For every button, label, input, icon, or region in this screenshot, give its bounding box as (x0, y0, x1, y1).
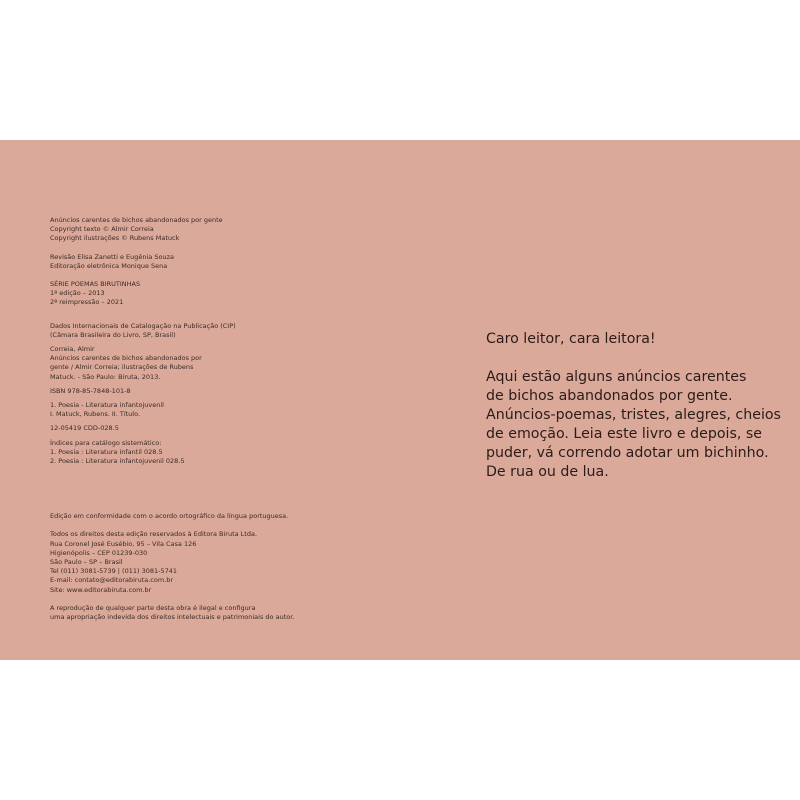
index-line: 1. Poesia : Literatura infantil 028.5 (50, 447, 163, 456)
cip-entry-line: Anúncios carentes de bichos abandonados por (50, 354, 202, 363)
copyright-illustrations-line: Copyright ilustrações © Rubens Matuck (50, 234, 180, 243)
reprint-line: 2ª reimpressão – 2021 (50, 298, 124, 307)
letter-line: de bichos abandonados por gente. (486, 388, 733, 404)
publisher-line: Higienópolis – CEP 01239-030 (50, 548, 148, 557)
book-title-line: Anúncios carentes de bichos abandonados por gente (50, 216, 223, 224)
edition-line: 1ª edição – 2013 (50, 289, 105, 298)
cip-header-line: Dados Internacionais de Catalogação na Publicação (CIP) (50, 321, 236, 330)
letter-line: de emoção. Leia este livro e depois, se (486, 426, 762, 442)
publisher-line: E-mail: contato@editorabiruta.com.br (50, 576, 174, 585)
series-name: SÉRIE POEMAS BIRUTINHAS (50, 280, 141, 289)
letter-line: De rua ou de lua. (486, 464, 609, 480)
index-line: Índices para catálogo sistemático: (50, 438, 162, 447)
letter-line: puder, vá correndo adotar um bichinho. (486, 445, 769, 461)
publisher-line: Todos os direitos desta edição reservados à Editora Biruta Ltda. (50, 530, 258, 539)
book-spread (0, 140, 800, 660)
index-line: 2. Poesia : Literatura infantojuvenil 028.5 (50, 457, 185, 466)
greeting: Caro leitor, cara leitora! (486, 331, 656, 347)
publisher-line: Tel (011) 3081-5739 | (011) 3081-5741 (50, 567, 178, 576)
rights-notice-line: A reprodução de qualquer parte desta obra é ilegal e configura (50, 603, 256, 612)
orthography-note: Edição em conformidade com o acordo ortográfico da língua portuguesa. (50, 512, 289, 521)
copyright-text-line: Copyright texto © Almir Correia (50, 225, 154, 234)
rights-notice-line: uma apropriação indevida dos direitos intelectuais e patrimoniais do autor. (50, 613, 295, 622)
copyright-page (50, 216, 300, 622)
cip-entry-line: Matuck. - São Paulo: Biruta, 2013. (50, 372, 161, 381)
cip-entry-line: gente / Almir Correia; ilustrações de Rubens (50, 363, 194, 372)
isbn-line: ISBN 978-85-7848-101-8 (50, 386, 131, 395)
publisher-line: São Paulo – SP – Brasil (50, 558, 123, 567)
publisher-line: Site: www.editorabiruta.com.br (50, 585, 152, 594)
layout-credit: Editoração eletrônica Monique Sena (50, 261, 168, 270)
revision-credit: Revisão Elisa Zanetti e Eugênia Souza (50, 252, 174, 261)
cip-header-line: (Câmara Brasileira do Livro, SP, Brasil) (50, 330, 176, 339)
letter-line: Anúncios-poemas, tristes, alegres, cheios (486, 407, 781, 423)
publisher-line: Rua Coronel José Eusébio, 95 – Vila Casa 126 (50, 539, 197, 548)
letter-line: Aqui estão alguns anúncios carentes (486, 369, 747, 385)
cip-entry-line: Correia, Almir (50, 345, 95, 354)
subject-line: I. Matuck, Rubens. II. Título. (50, 410, 141, 419)
reader-letter-page (486, 330, 786, 482)
subject-line: 1. Poesia - Literatura infantojuvenil (50, 401, 164, 410)
cdd-line: 12-05419 CDD-028.5 (50, 424, 119, 433)
